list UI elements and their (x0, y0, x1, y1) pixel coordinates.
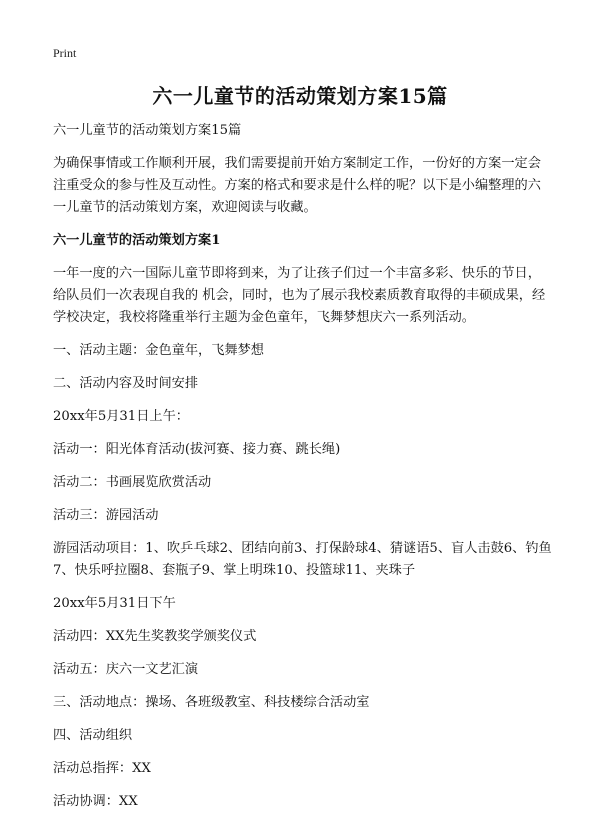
activity-four-line: 活动四：XX先生奖教奖学颁奖仪式 (53, 629, 257, 644)
morning-date-line: 20xx年5月31日上午： (53, 409, 189, 424)
section-paragraph: 一年一度的六一国际儿童节即将到来，为了让孩子们过一个丰富多彩、快乐的节日，给队员们一次表现自我的 机会，同时，也为了展示我校素质教育取得的丰硕成果，经学校决定，我校将隆重举行主题为金色童年，飞舞梦想庆六一系列活动。 (53, 266, 546, 325)
chief-commander-line: 活动总指挥：XX (53, 761, 151, 776)
activity-five-line: 活动五：庆六一文艺汇演 (53, 662, 199, 677)
document-body (53, 120, 553, 824)
document-title: 六一儿童节的活动策划方案15篇 (152, 84, 448, 108)
activity-three-line: 活动三：游园活动 (53, 508, 159, 523)
schedule-heading: 二、活动内容及时间安排 (53, 376, 199, 391)
coordinator-line: 活动协调：XX (53, 794, 138, 809)
garden-items-line: 游园活动项目：1、吹乒乓球2、团结向前3、打保龄球4、猜谜语5、盲人击鼓6、钓鱼7、快乐呼拉圈8、套瓶子9、掌上明珠10、投篮球11、夹珠子 (53, 541, 552, 578)
afternoon-date-line: 20xx年5月31日下午 (53, 596, 176, 611)
location-line: 三、活动地点：操场、各班级教室、科技楼综合活动室 (53, 695, 370, 710)
section-heading: 六一儿童节的活动策划方案1 (53, 233, 221, 248)
activity-theme-line: 一、活动主题：金色童年，飞舞梦想 (53, 343, 264, 358)
subtitle: 六一儿童节的活动策划方案15篇 (53, 123, 242, 138)
activity-two-line: 活动二：书画展览欣赏活动 (53, 475, 212, 490)
activity-one-line: 活动一：阳光体育活动(拔河赛、接力赛、跳长绳) (53, 442, 341, 457)
intro-paragraph: 为确保事情或工作顺利开展，我们需要提前开始方案制定工作，一份好的方案一定会注重受众的参与性及互动性。方案的格式和要求是什么样的呢？以下是小编整理的六一儿童节的活动策划方案，欢迎阅读与收藏。 (53, 156, 541, 215)
print-label: Print (53, 46, 77, 60)
organization-heading: 四、活动组织 (53, 728, 133, 743)
